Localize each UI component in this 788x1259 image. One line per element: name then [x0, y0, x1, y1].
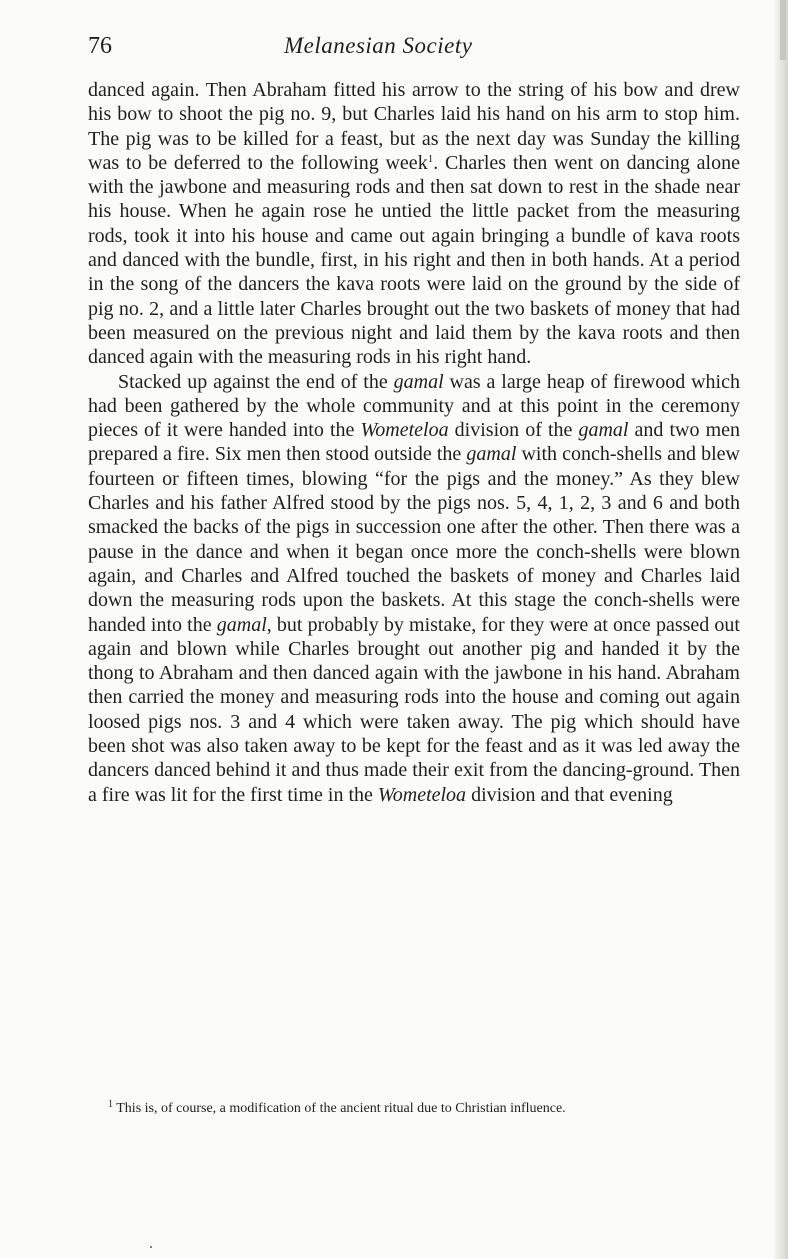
paragraph-2-text-2: was a large heap of firewood which had been gathered by the whole community and at this point in the ceremony pieces of it were handed into the: [88, 370, 740, 442]
footnote-reference: 1: [427, 152, 434, 165]
paragraph-2: [88, 370, 740, 807]
italic-term-wometeloa-2: Wometeloa: [377, 783, 467, 806]
page-edge-shadow: [774, 0, 788, 1259]
italic-term-gamal-1: gamal: [393, 370, 444, 393]
page-number: 76: [88, 33, 112, 59]
paragraph-1-text-b: . Charles then went on dancing alone with the jawbone and measuring rods and then sat down to rest in the shade near his house. When he again rose he untied the little packet from the measuring rods, took it into his house and came out again bringing a bundle of kava roots and danced with the bundle, first, in his right and then in both hands. At a period in the song of the dancers the kava roots were laid on the ground by the side of pig no. 2, and a little later Charles brought out the two baskets of money that had been measured on the previous night and laid them by the kava roots and then danced again with the measuring rods in his right hand.: [88, 151, 740, 369]
paragraph-2-text-7: division and that evening: [466, 783, 673, 806]
footnote: [88, 1100, 740, 1117]
paragraph-2-text-5: with conch-shells and blew fourteen or fifteen times, blowing “for the pigs and the money.” As they blew Charles and his father Alfred stood by the pigs nos. 5, 4, 1, 2, 3 and 6 and both smacked the backs of the pigs in succession one after the other. Then there was a pause in the dance and when it began once more the conch-shells were blown again, and Charles and Alfred touched the baskets of money and Charles laid down the measuring rods upon the baskets. At this stage the conch-shells were handed into the: [88, 443, 740, 636]
body-text: [88, 78, 740, 807]
paragraph-2-text-6: , but probably by mistake, for they were at once passed out again and blown while Charles brought out another pig and handed it by the thong to Abraham and then danced again with the jawbone in his hand. Abraham then carried the money and measuring rods into the house and coming out again loosed pigs nos. 3 and 4 which were taken away. The pig which should have been shot was also taken away to be kept for the feast and as it was led away the dancers danced behind it and thus made their exit from the dancing-ground. Then a fire was lit for the first time in the: [88, 613, 740, 806]
running-head: [88, 28, 740, 64]
paragraph-1-text-a: danced again. Then Abraham fitted his arrow to the string of his bow and drew his bow to shoot the pig no. 9, but Charles laid his hand on his arm to stop him. The pig was to be killed for a feast, but as the next day was Sunday the killing was to be deferred to the following week: [88, 79, 740, 174]
italic-term-gamal-3: gamal: [466, 443, 517, 466]
paragraph-1: [88, 78, 740, 370]
paragraph-2-text-1: Stacked up against the end of the: [118, 370, 394, 393]
italic-term-gamal-2: gamal: [578, 419, 629, 442]
footnote-marker: 1: [108, 1099, 113, 1110]
page-edge-mark: [780, 0, 786, 60]
running-title: Melanesian Society: [284, 33, 473, 58]
paragraph-2-text-3: division of the: [448, 419, 579, 442]
paragraph-2-text-4: and two men prepared a fire. Six men then stood outside the: [88, 419, 740, 466]
scan-speck: [150, 1246, 152, 1248]
italic-term-gamal-4: gamal: [216, 613, 267, 636]
footnote-text: This is, of course, a modification of the ancient ritual due to Christian influence.: [113, 1101, 566, 1116]
italic-term-wometeloa-1: Wometeloa: [360, 419, 449, 442]
